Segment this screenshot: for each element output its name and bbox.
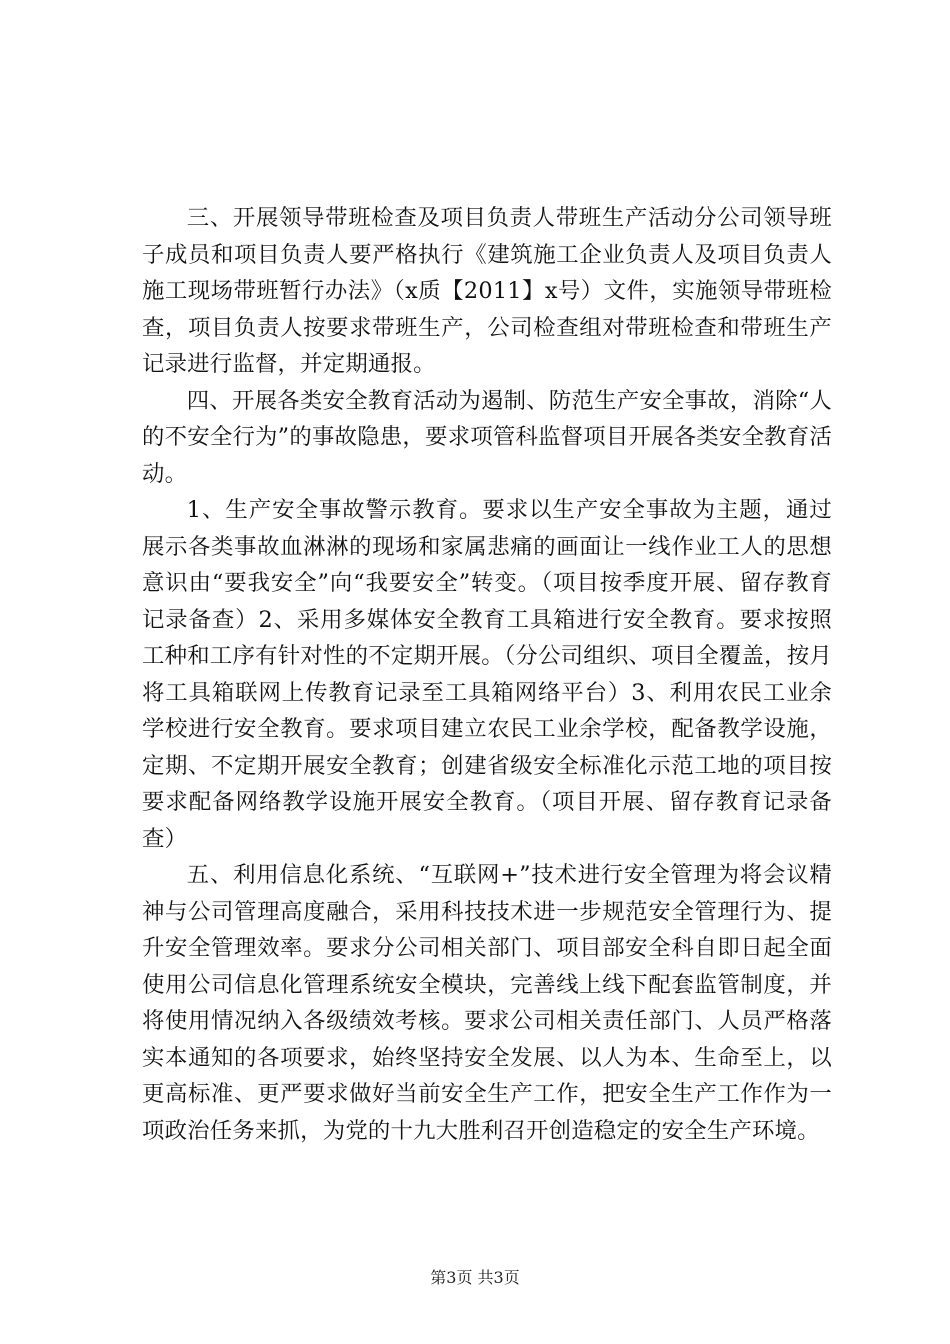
paragraph-section-5: 五、利用信息化系统、“互联网+”技术进行安全管理为将会议精神与公司管理高度融合，采用科技技术进一步规范安全管理行为、提升安全管理效率。要求分公司相关部门、项目部安全科自即日起全面使用公司信息化管理系统安全模块，完善线上线下配套监管制度，并将使用情况纳入各级绩效考核。要求公司相关责任部门、人员严格落实本通知的各项要求，始终坚持安全发展、以人为本、生命至上，以更高标准、更严要求做好当前安全生产工作，把安全生产工作作为一项政治任务来抓，为党的十九大胜利召开创造稳定的安全生产环境。 — [142, 862, 832, 1144]
paragraph-education-items: 1、生产安全事故警示教育。要求以生产安全事故为主题，通过展示各类事故血淋淋的现场和家属悲痛的画面让一线作业工人的思想意识由“要我安全”向“我要安全”转变。（项目按季度开展、留存教育记录备查）2、采用多媒体安全教育工具箱进行安全教育。要求按照工种和工序有针对性的不定期开展。（分公司组织、项目全覆盖，按月将工具箱联网上传教育记录至工具箱网络平台）3、利用农民工业余学校进行安全教育。要求项目建立农民工业余学校，配备教学设施，定期、不定期开展安全教育；创建省级安全标准化示范工地的项目按要求配备网络教学设施开展安全教育。（项目开展、留存教育记录备查） — [142, 497, 832, 852]
page-number-footer: 第3页 共3页 — [430, 1268, 520, 1287]
document-body — [142, 200, 832, 1149]
paragraph-section-3: 三、开展领导带班检查及项目负责人带班生产活动分公司领导班子成员和项目负责人要严格执行《建筑施工企业负责人及项目负责人施工现场带班暂行办法》（x质【2011】x号）文件，实施领导带班检查，项目负责人按要求带班生产，公司检查组对带班检查和带班生产记录进行监督，并定期通报。 — [142, 205, 832, 377]
paragraph-section-4: 四、开展各类安全教育活动为遏制、防范生产安全事故，消除“人的不安全行为”的事故隐患，要求项管科监督项目开展各类安全教育活动。 — [142, 387, 832, 487]
